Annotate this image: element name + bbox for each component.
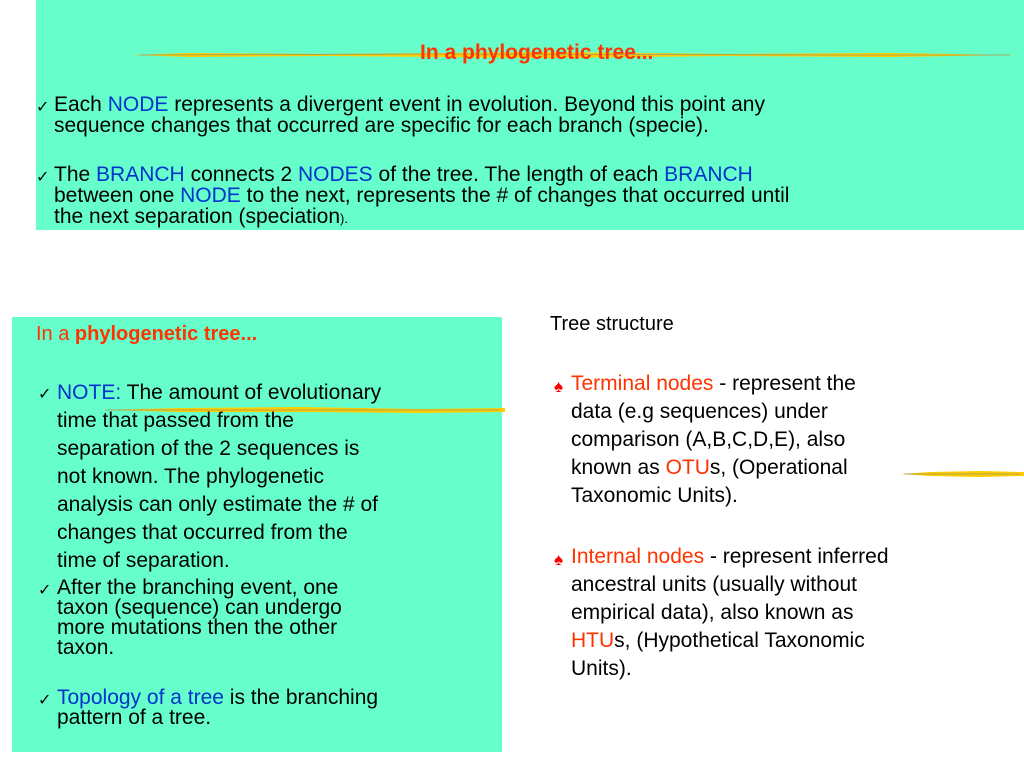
node-keyword: NODE <box>107 93 169 116</box>
highlight-stroke-right <box>900 468 1024 476</box>
note-keyword: NOTE: <box>57 381 122 404</box>
terminal-line4: known as OTUs, (Operational <box>571 456 848 479</box>
check-icon: ✓ <box>38 692 52 709</box>
spade-icon: ♠ <box>554 550 564 569</box>
after-line2: taxon (sequence) can undergo <box>57 596 342 619</box>
check-icon: ✓ <box>36 99 50 116</box>
top-title: In a phylogenetic tree... <box>420 41 654 64</box>
terminal-line2: data (e.g sequences) under <box>571 400 828 423</box>
branch-keyword: BRANCH <box>96 163 185 186</box>
top-bullet2-line3: the next separation (speciation). <box>54 205 348 228</box>
note-line4: not known. The phylogenetic <box>57 465 324 488</box>
internal-line3: empirical data), also known as <box>571 601 854 624</box>
internal-line1: Internal nodes - represent inferred <box>571 545 889 568</box>
note-line2: time that passed from the <box>57 409 294 432</box>
internal-line5: Units). <box>571 657 632 680</box>
after-line4: taxon. <box>57 636 115 659</box>
spade-icon: ♠ <box>554 377 564 396</box>
internal-line4: HTUs, (Hypothetical Taxonomic <box>571 629 865 652</box>
topology-line2: pattern of a tree. <box>57 706 212 729</box>
htu-keyword: HTU <box>571 629 615 652</box>
internal-line2: ancestral units (usually without <box>571 573 857 596</box>
note-line6: changes that occurred from the <box>57 521 348 544</box>
after-line1: After the branching event, one <box>57 576 339 599</box>
note-line3: separation of the 2 sequences is <box>57 437 360 460</box>
internal-nodes-keyword: Internal nodes <box>571 545 705 568</box>
check-icon: ✓ <box>38 582 52 599</box>
top-bullet1-line2: sequence changes that occurred are specific for each branch (specie). <box>54 114 709 137</box>
top-bullet2-line2: between one NODE to the next, represents the # of changes that occurred until <box>54 184 790 207</box>
top-bullet2-line1: The BRANCH connects 2 NODES of the tree. The length of each BRANCH <box>54 163 753 186</box>
topology-keyword: Topology of a tree <box>57 686 224 709</box>
terminal-nodes-keyword: Terminal nodes <box>571 372 714 395</box>
terminal-line3: comparison (A,B,C,D,E), also <box>571 428 846 451</box>
after-line3: more mutations then the other <box>57 616 338 639</box>
terminal-line5: Taxonomic Units). <box>571 484 738 507</box>
nodes-keyword: NODES <box>297 163 373 186</box>
terminal-line1: Terminal nodes - represent the <box>571 372 856 395</box>
note-line1: NOTE: The amount of evolutionary <box>57 381 382 404</box>
check-icon: ✓ <box>38 386 52 403</box>
otu-keyword: OTU <box>665 456 710 479</box>
top-bullet1-line1: Each NODE represents a divergent event in evolution. Beyond this point any <box>54 93 765 116</box>
note-line7: time of separation. <box>57 549 230 572</box>
note-line5: analysis can only estimate the # of <box>57 493 379 516</box>
topology-line1: Topology of a tree is the branching <box>57 686 379 709</box>
branch-keyword: BRANCH <box>664 163 753 186</box>
check-icon: ✓ <box>36 169 50 186</box>
left-title: In a phylogenetic tree... <box>36 323 258 345</box>
tree-structure-title: Tree structure <box>550 313 674 335</box>
node-keyword: NODE <box>180 184 241 207</box>
